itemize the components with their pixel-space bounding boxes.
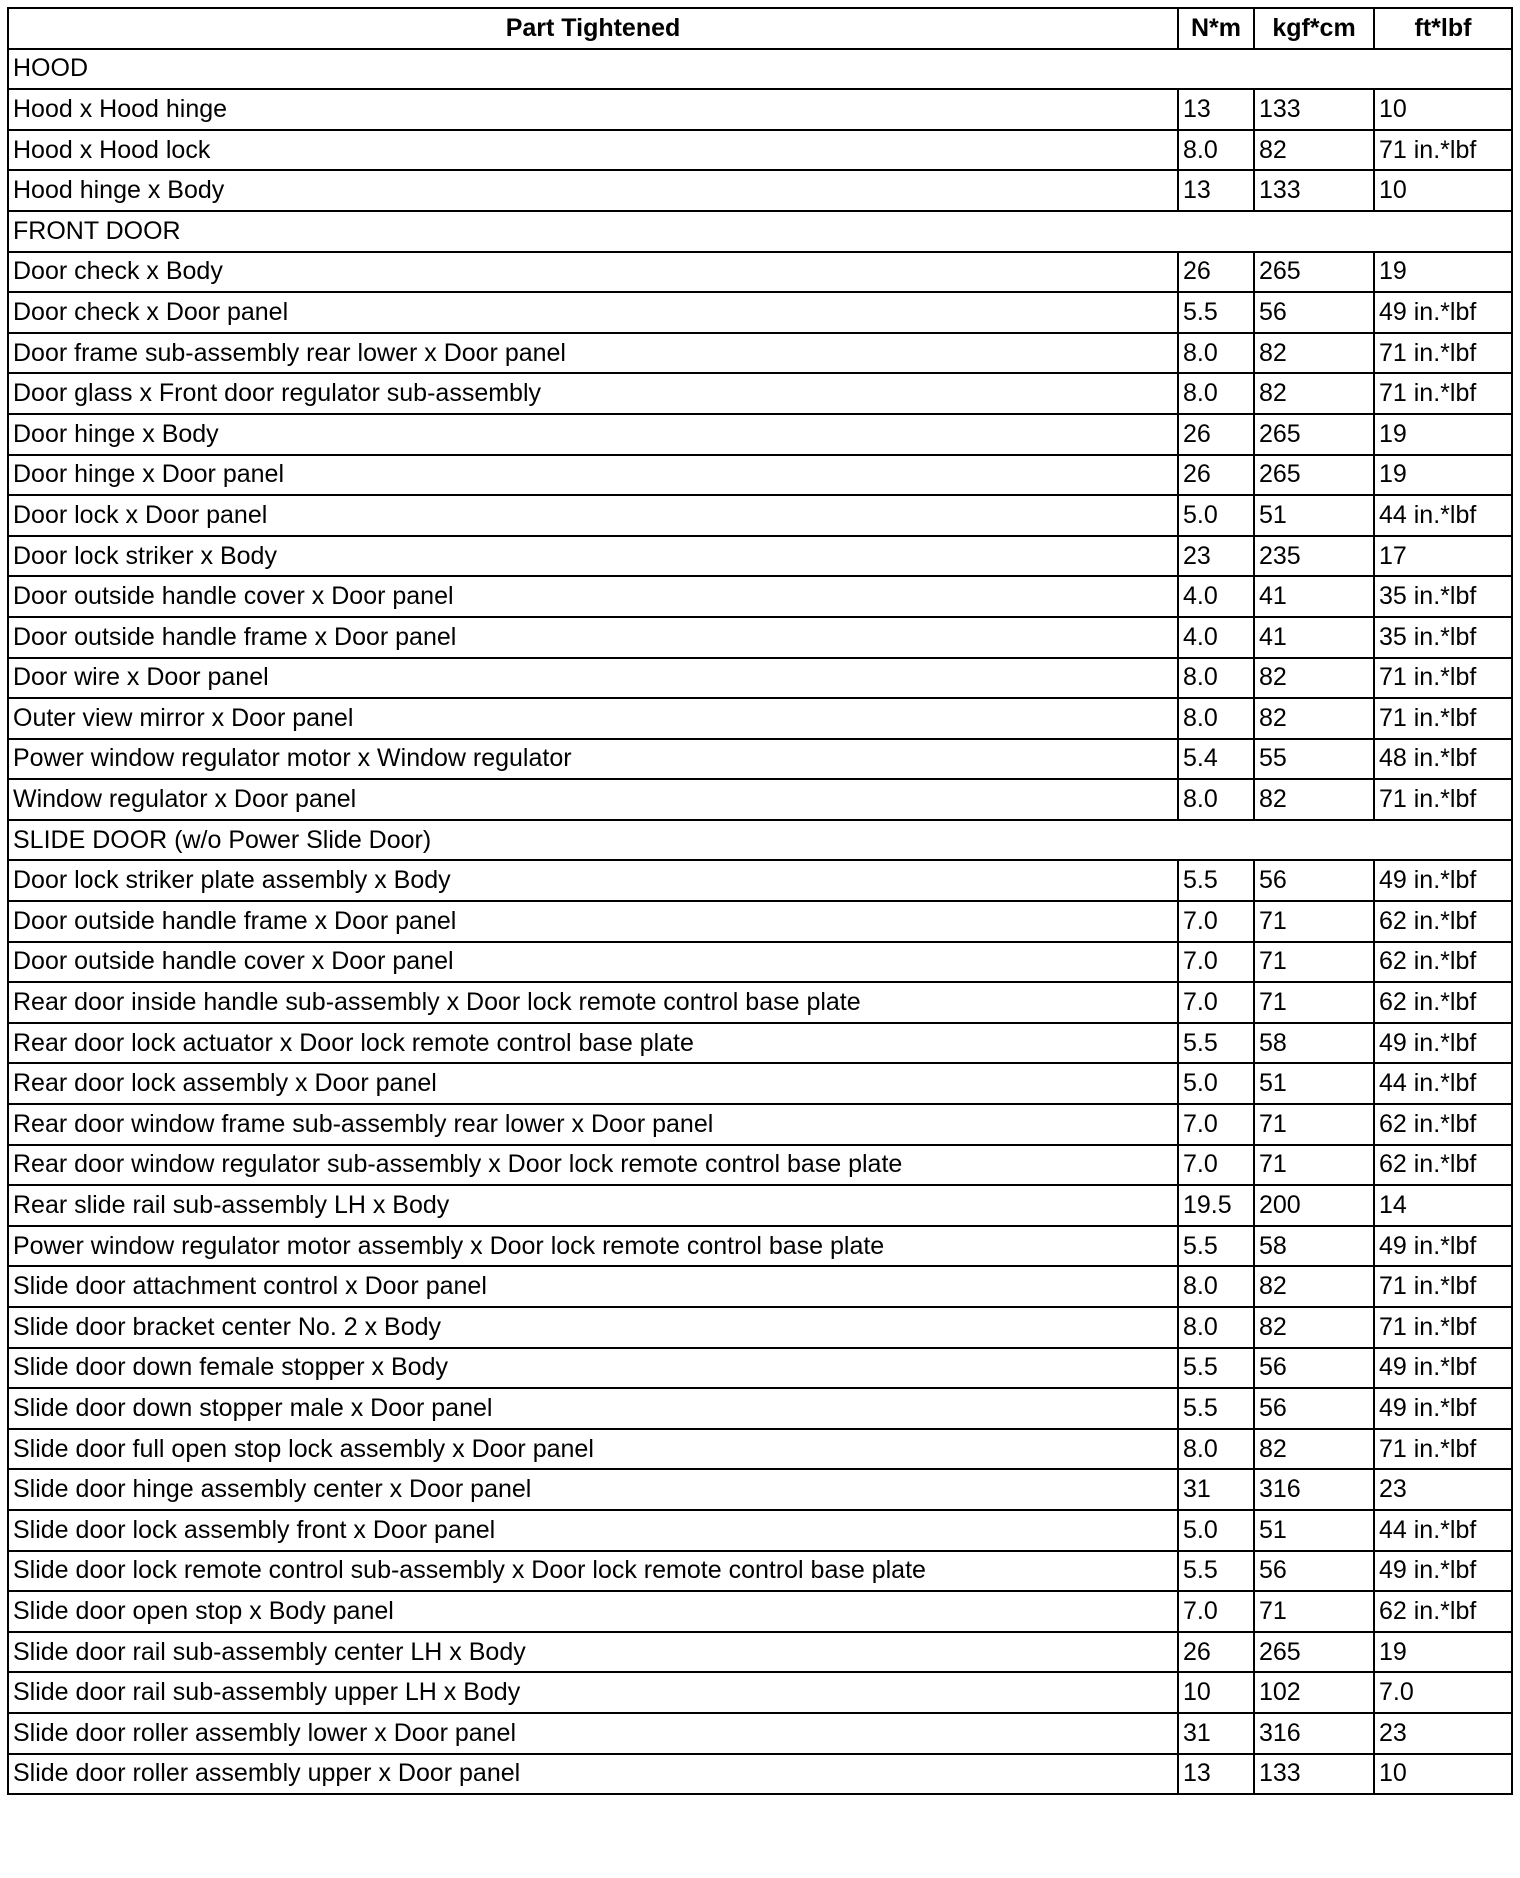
nm-cell: 5.5	[1178, 1388, 1254, 1429]
section-title: HOOD	[8, 49, 1512, 90]
nm-cell: 31	[1178, 1469, 1254, 1510]
nm-cell: 8.0	[1178, 333, 1254, 374]
table-row	[8, 89, 1512, 130]
kgfcm-cell: 82	[1254, 1429, 1374, 1470]
kgfcm-cell: 56	[1254, 1388, 1374, 1429]
kgfcm-cell: 102	[1254, 1672, 1374, 1713]
nm-cell: 7.0	[1178, 982, 1254, 1023]
table-row	[8, 1672, 1512, 1713]
kgfcm-cell: 265	[1254, 252, 1374, 293]
part-cell: Slide door lock remote control sub-assembly x Door lock remote control base plate	[8, 1551, 1178, 1592]
table-body	[8, 49, 1512, 1795]
table-row	[8, 1388, 1512, 1429]
ftlbf-cell: 71 in.*lbf	[1374, 779, 1512, 820]
part-cell: Rear slide rail sub-assembly LH x Body	[8, 1185, 1178, 1226]
part-cell: Slide door rail sub-assembly center LH x Body	[8, 1632, 1178, 1673]
table-row	[8, 1713, 1512, 1754]
column-header-nm: N*m	[1178, 8, 1254, 49]
ftlbf-cell: 62 in.*lbf	[1374, 901, 1512, 942]
nm-cell: 26	[1178, 414, 1254, 455]
table-row	[8, 455, 1512, 496]
section-header-row	[8, 820, 1512, 861]
table-row	[8, 1591, 1512, 1632]
nm-cell: 8.0	[1178, 1307, 1254, 1348]
nm-cell: 7.0	[1178, 1591, 1254, 1632]
ftlbf-cell: 10	[1374, 170, 1512, 211]
nm-cell: 4.0	[1178, 576, 1254, 617]
kgfcm-cell: 133	[1254, 170, 1374, 211]
ftlbf-cell: 71 in.*lbf	[1374, 1266, 1512, 1307]
kgfcm-cell: 51	[1254, 495, 1374, 536]
ftlbf-cell: 62 in.*lbf	[1374, 1591, 1512, 1632]
ftlbf-cell: 71 in.*lbf	[1374, 130, 1512, 171]
nm-cell: 7.0	[1178, 942, 1254, 983]
kgfcm-cell: 82	[1254, 1307, 1374, 1348]
part-cell: Slide door down female stopper x Body	[8, 1348, 1178, 1389]
ftlbf-cell: 71 in.*lbf	[1374, 373, 1512, 414]
nm-cell: 8.0	[1178, 698, 1254, 739]
table-row	[8, 1754, 1512, 1795]
nm-cell: 5.0	[1178, 495, 1254, 536]
table-row	[8, 252, 1512, 293]
nm-cell: 23	[1178, 536, 1254, 577]
kgfcm-cell: 265	[1254, 1632, 1374, 1673]
part-cell: Door frame sub-assembly rear lower x Door panel	[8, 333, 1178, 374]
table-row	[8, 901, 1512, 942]
column-header-part: Part Tightened	[8, 8, 1178, 49]
ftlbf-cell: 19	[1374, 252, 1512, 293]
nm-cell: 31	[1178, 1713, 1254, 1754]
nm-cell: 7.0	[1178, 1104, 1254, 1145]
part-cell: Door check x Door panel	[8, 292, 1178, 333]
nm-cell: 4.0	[1178, 617, 1254, 658]
part-cell: Door lock striker x Body	[8, 536, 1178, 577]
table-row	[8, 373, 1512, 414]
ftlbf-cell: 19	[1374, 455, 1512, 496]
ftlbf-cell: 44 in.*lbf	[1374, 495, 1512, 536]
table-row	[8, 1307, 1512, 1348]
table-row	[8, 982, 1512, 1023]
ftlbf-cell: 62 in.*lbf	[1374, 1104, 1512, 1145]
kgfcm-cell: 56	[1254, 1348, 1374, 1389]
nm-cell: 19.5	[1178, 1185, 1254, 1226]
part-cell: Slide door rail sub-assembly upper LH x Body	[8, 1672, 1178, 1713]
table-row	[8, 1632, 1512, 1673]
part-cell: Slide door open stop x Body panel	[8, 1591, 1178, 1632]
table-row	[8, 1266, 1512, 1307]
part-cell: Door outside handle cover x Door panel	[8, 576, 1178, 617]
ftlbf-cell: 48 in.*lbf	[1374, 739, 1512, 780]
kgfcm-cell: 265	[1254, 455, 1374, 496]
nm-cell: 8.0	[1178, 130, 1254, 171]
table-row	[8, 1145, 1512, 1186]
kgfcm-cell: 316	[1254, 1469, 1374, 1510]
table-row	[8, 942, 1512, 983]
nm-cell: 8.0	[1178, 373, 1254, 414]
ftlbf-cell: 44 in.*lbf	[1374, 1510, 1512, 1551]
header-row	[8, 8, 1512, 49]
kgfcm-cell: 235	[1254, 536, 1374, 577]
nm-cell: 13	[1178, 170, 1254, 211]
part-cell: Door check x Body	[8, 252, 1178, 293]
part-cell: Slide door roller assembly lower x Door panel	[8, 1713, 1178, 1754]
table-row	[8, 698, 1512, 739]
kgfcm-cell: 82	[1254, 698, 1374, 739]
table-row	[8, 617, 1512, 658]
table-row	[8, 576, 1512, 617]
ftlbf-cell: 62 in.*lbf	[1374, 982, 1512, 1023]
part-cell: Door lock striker plate assembly x Body	[8, 860, 1178, 901]
part-cell: Window regulator x Door panel	[8, 779, 1178, 820]
part-cell: Door lock x Door panel	[8, 495, 1178, 536]
part-cell: Rear door lock assembly x Door panel	[8, 1063, 1178, 1104]
kgfcm-cell: 56	[1254, 1551, 1374, 1592]
table-row	[8, 1469, 1512, 1510]
torque-spec-table	[7, 7, 1513, 1795]
kgfcm-cell: 58	[1254, 1023, 1374, 1064]
kgfcm-cell: 71	[1254, 982, 1374, 1023]
part-cell: Hood x Hood lock	[8, 130, 1178, 171]
nm-cell: 5.5	[1178, 860, 1254, 901]
nm-cell: 7.0	[1178, 901, 1254, 942]
ftlbf-cell: 71 in.*lbf	[1374, 1429, 1512, 1470]
table-row	[8, 1063, 1512, 1104]
nm-cell: 5.0	[1178, 1063, 1254, 1104]
ftlbf-cell: 49 in.*lbf	[1374, 1388, 1512, 1429]
part-cell: Rear door window frame sub-assembly rear lower x Door panel	[8, 1104, 1178, 1145]
section-header-row	[8, 211, 1512, 252]
kgfcm-cell: 41	[1254, 576, 1374, 617]
ftlbf-cell: 19	[1374, 1632, 1512, 1673]
nm-cell: 8.0	[1178, 658, 1254, 699]
ftlbf-cell: 71 in.*lbf	[1374, 698, 1512, 739]
part-cell: Slide door down stopper male x Door panel	[8, 1388, 1178, 1429]
kgfcm-cell: 265	[1254, 414, 1374, 455]
table-row	[8, 1348, 1512, 1389]
ftlbf-cell: 49 in.*lbf	[1374, 1226, 1512, 1267]
kgfcm-cell: 56	[1254, 292, 1374, 333]
table-row	[8, 1226, 1512, 1267]
kgfcm-cell: 200	[1254, 1185, 1374, 1226]
nm-cell: 5.0	[1178, 1510, 1254, 1551]
section-title: FRONT DOOR	[8, 211, 1512, 252]
ftlbf-cell: 23	[1374, 1469, 1512, 1510]
part-cell: Hood hinge x Body	[8, 170, 1178, 211]
column-header-kgfcm: kgf*cm	[1254, 8, 1374, 49]
part-cell: Door outside handle cover x Door panel	[8, 942, 1178, 983]
kgfcm-cell: 56	[1254, 860, 1374, 901]
table-row	[8, 536, 1512, 577]
table-row	[8, 130, 1512, 171]
nm-cell: 13	[1178, 1754, 1254, 1795]
ftlbf-cell: 71 in.*lbf	[1374, 333, 1512, 374]
table-row	[8, 1023, 1512, 1064]
kgfcm-cell: 55	[1254, 739, 1374, 780]
nm-cell: 8.0	[1178, 779, 1254, 820]
ftlbf-cell: 49 in.*lbf	[1374, 860, 1512, 901]
part-cell: Hood x Hood hinge	[8, 89, 1178, 130]
ftlbf-cell: 35 in.*lbf	[1374, 576, 1512, 617]
nm-cell: 5.5	[1178, 292, 1254, 333]
nm-cell: 5.4	[1178, 739, 1254, 780]
ftlbf-cell: 44 in.*lbf	[1374, 1063, 1512, 1104]
ftlbf-cell: 10	[1374, 1754, 1512, 1795]
kgfcm-cell: 41	[1254, 617, 1374, 658]
part-cell: Door outside handle frame x Door panel	[8, 617, 1178, 658]
kgfcm-cell: 71	[1254, 942, 1374, 983]
nm-cell: 26	[1178, 455, 1254, 496]
table-row	[8, 1104, 1512, 1145]
kgfcm-cell: 51	[1254, 1063, 1374, 1104]
ftlbf-cell: 7.0	[1374, 1672, 1512, 1713]
table-row	[8, 1551, 1512, 1592]
kgfcm-cell: 71	[1254, 1104, 1374, 1145]
ftlbf-cell: 10	[1374, 89, 1512, 130]
part-cell: Rear door lock actuator x Door lock remote control base plate	[8, 1023, 1178, 1064]
table-row	[8, 658, 1512, 699]
part-cell: Slide door hinge assembly center x Door panel	[8, 1469, 1178, 1510]
nm-cell: 26	[1178, 252, 1254, 293]
part-cell: Slide door attachment control x Door panel	[8, 1266, 1178, 1307]
section-header-row	[8, 49, 1512, 90]
kgfcm-cell: 82	[1254, 130, 1374, 171]
section-title: SLIDE DOOR (w/o Power Slide Door)	[8, 820, 1512, 861]
kgfcm-cell: 71	[1254, 1591, 1374, 1632]
ftlbf-cell: 14	[1374, 1185, 1512, 1226]
kgfcm-cell: 71	[1254, 901, 1374, 942]
part-cell: Power window regulator motor assembly x Door lock remote control base plate	[8, 1226, 1178, 1267]
column-header-ftlbf: ft*lbf	[1374, 8, 1512, 49]
nm-cell: 26	[1178, 1632, 1254, 1673]
table-row	[8, 779, 1512, 820]
nm-cell: 5.5	[1178, 1348, 1254, 1389]
kgfcm-cell: 71	[1254, 1145, 1374, 1186]
ftlbf-cell: 17	[1374, 536, 1512, 577]
nm-cell: 7.0	[1178, 1145, 1254, 1186]
ftlbf-cell: 62 in.*lbf	[1374, 942, 1512, 983]
table-row	[8, 414, 1512, 455]
part-cell: Door hinge x Door panel	[8, 455, 1178, 496]
part-cell: Door wire x Door panel	[8, 658, 1178, 699]
ftlbf-cell: 49 in.*lbf	[1374, 1023, 1512, 1064]
table-row	[8, 1510, 1512, 1551]
table-row	[8, 292, 1512, 333]
ftlbf-cell: 49 in.*lbf	[1374, 292, 1512, 333]
table-row	[8, 495, 1512, 536]
table-row	[8, 333, 1512, 374]
table-row	[8, 1429, 1512, 1470]
part-cell: Slide door roller assembly upper x Door panel	[8, 1754, 1178, 1795]
part-cell: Slide door lock assembly front x Door panel	[8, 1510, 1178, 1551]
kgfcm-cell: 82	[1254, 333, 1374, 374]
ftlbf-cell: 71 in.*lbf	[1374, 658, 1512, 699]
ftlbf-cell: 62 in.*lbf	[1374, 1145, 1512, 1186]
part-cell: Door glass x Front door regulator sub-assembly	[8, 373, 1178, 414]
part-cell: Slide door bracket center No. 2 x Body	[8, 1307, 1178, 1348]
kgfcm-cell: 82	[1254, 373, 1374, 414]
part-cell: Rear door window regulator sub-assembly x Door lock remote control base plate	[8, 1145, 1178, 1186]
nm-cell: 8.0	[1178, 1266, 1254, 1307]
part-cell: Outer view mirror x Door panel	[8, 698, 1178, 739]
nm-cell: 10	[1178, 1672, 1254, 1713]
part-cell: Power window regulator motor x Window regulator	[8, 739, 1178, 780]
kgfcm-cell: 82	[1254, 1266, 1374, 1307]
ftlbf-cell: 49 in.*lbf	[1374, 1348, 1512, 1389]
nm-cell: 13	[1178, 89, 1254, 130]
kgfcm-cell: 58	[1254, 1226, 1374, 1267]
ftlbf-cell: 19	[1374, 414, 1512, 455]
table-row	[8, 860, 1512, 901]
nm-cell: 5.5	[1178, 1023, 1254, 1064]
kgfcm-cell: 82	[1254, 658, 1374, 699]
part-cell: Rear door inside handle sub-assembly x Door lock remote control base plate	[8, 982, 1178, 1023]
ftlbf-cell: 49 in.*lbf	[1374, 1551, 1512, 1592]
kgfcm-cell: 133	[1254, 1754, 1374, 1795]
ftlbf-cell: 23	[1374, 1713, 1512, 1754]
part-cell: Door outside handle frame x Door panel	[8, 901, 1178, 942]
kgfcm-cell: 51	[1254, 1510, 1374, 1551]
nm-cell: 5.5	[1178, 1551, 1254, 1592]
table-row	[8, 1185, 1512, 1226]
table-row	[8, 739, 1512, 780]
part-cell: Slide door full open stop lock assembly x Door panel	[8, 1429, 1178, 1470]
kgfcm-cell: 316	[1254, 1713, 1374, 1754]
ftlbf-cell: 35 in.*lbf	[1374, 617, 1512, 658]
kgfcm-cell: 82	[1254, 779, 1374, 820]
part-cell: Door hinge x Body	[8, 414, 1178, 455]
ftlbf-cell: 71 in.*lbf	[1374, 1307, 1512, 1348]
kgfcm-cell: 133	[1254, 89, 1374, 130]
nm-cell: 8.0	[1178, 1429, 1254, 1470]
table-row	[8, 170, 1512, 211]
nm-cell: 5.5	[1178, 1226, 1254, 1267]
